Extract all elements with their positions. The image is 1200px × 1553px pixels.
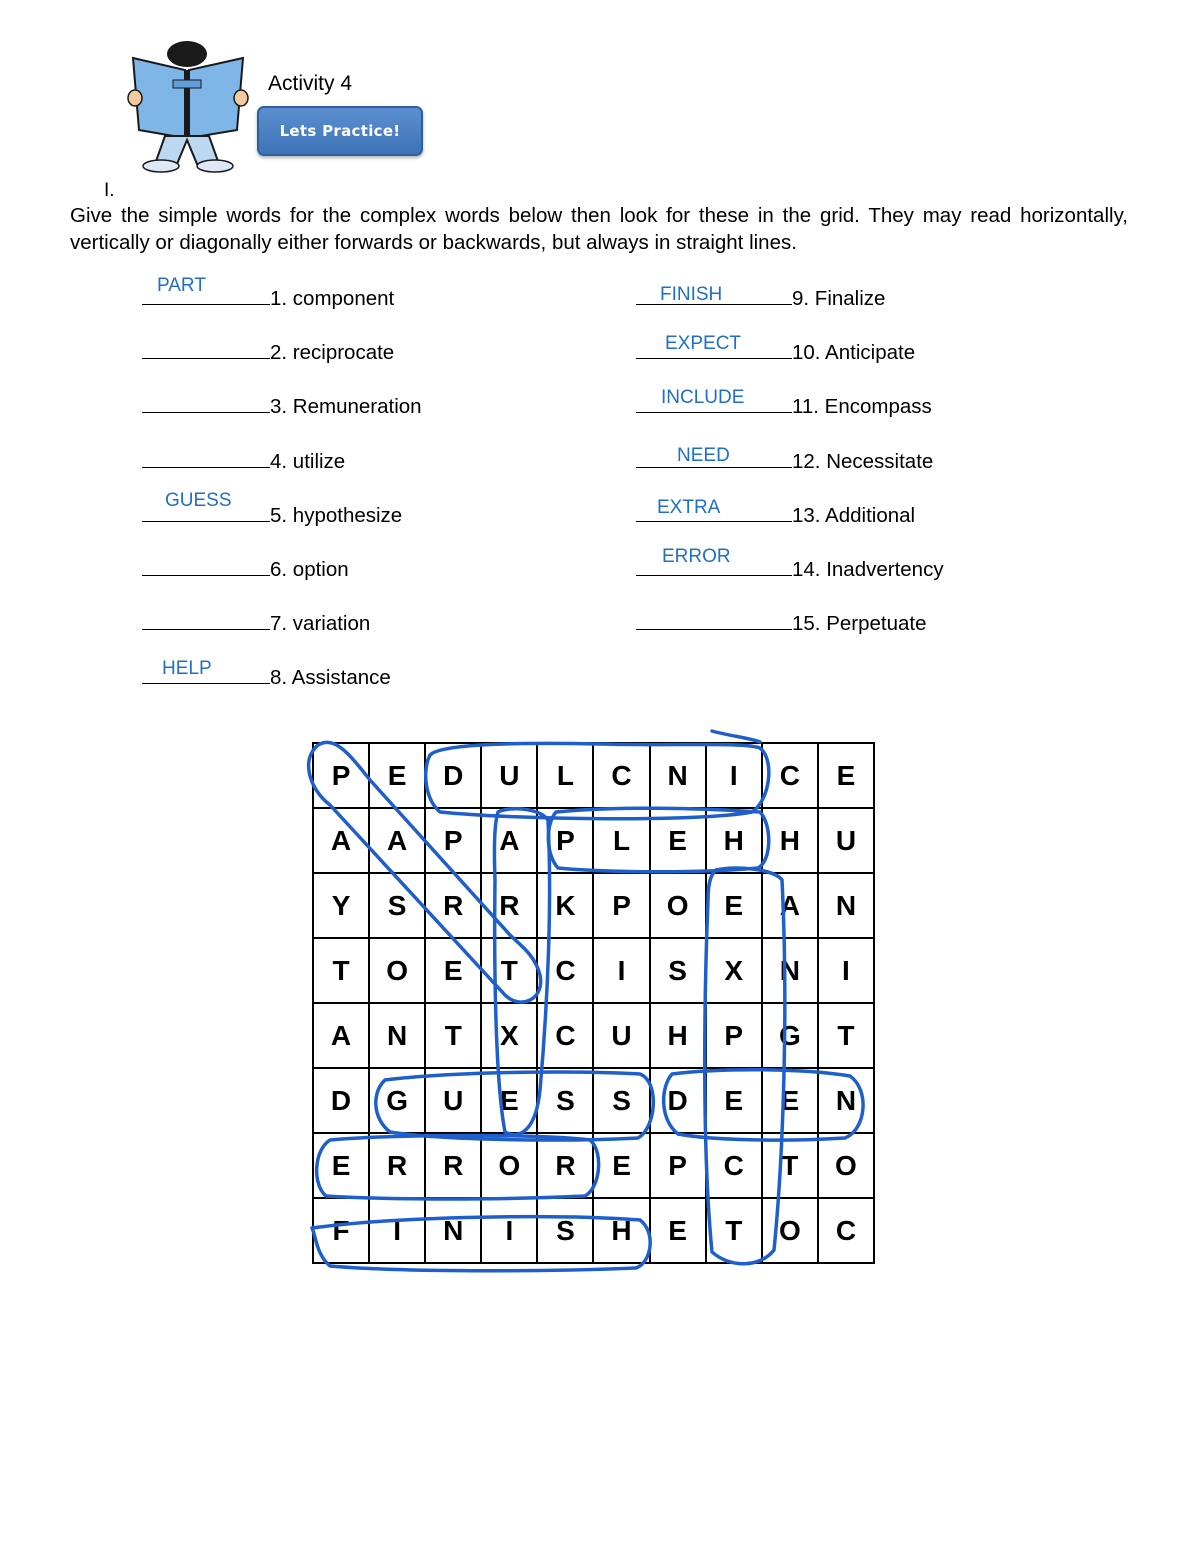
answer-blank[interactable] [142, 392, 270, 413]
grid-cell[interactable]: S [370, 874, 426, 939]
grid-cell[interactable]: U [482, 744, 538, 809]
answer-blank[interactable] [636, 609, 792, 630]
grid-cell[interactable]: R [538, 1134, 594, 1199]
grid-cell[interactable]: O [651, 874, 707, 939]
item-1: 1. component [142, 284, 394, 311]
item-9: 9. Finalize [636, 284, 885, 311]
grid-cell[interactable]: T [314, 939, 370, 1004]
answer-11: INCLUDE [661, 387, 745, 408]
grid-cell[interactable]: H [707, 809, 763, 874]
grid-cell[interactable]: F [314, 1199, 370, 1264]
word-search-grid [312, 742, 875, 1264]
grid-cell[interactable]: N [651, 744, 707, 809]
grid-cell[interactable]: A [763, 874, 819, 939]
grid-cell[interactable]: N [426, 1199, 482, 1264]
grid-cell[interactable]: H [763, 809, 819, 874]
grid-cell[interactable]: I [819, 939, 875, 1004]
grid-cell[interactable]: G [763, 1004, 819, 1069]
item-14: 14. Inadvertency [636, 555, 944, 582]
answer-1: PART [157, 275, 206, 296]
grid-cell[interactable]: O [370, 939, 426, 1004]
grid-cell[interactable]: R [370, 1134, 426, 1199]
grid-cell[interactable]: S [594, 1069, 650, 1134]
grid-cell[interactable]: E [819, 744, 875, 809]
grid-cell[interactable]: D [651, 1069, 707, 1134]
grid-cell[interactable]: K [538, 874, 594, 939]
grid-cell[interactable]: N [819, 874, 875, 939]
grid-cell[interactable]: E [651, 1199, 707, 1264]
answer-8: HELP [162, 658, 212, 679]
grid-cell[interactable]: S [538, 1069, 594, 1134]
grid-cell[interactable]: O [763, 1199, 819, 1264]
grid-cell[interactable]: X [707, 939, 763, 1004]
grid-cell[interactable]: C [707, 1134, 763, 1199]
grid-cell[interactable]: H [594, 1199, 650, 1264]
instructions-paragraph: Give the simple words for the complex words below then look for these in the grid. They may read horizontally, vertically or diagonally either forwards or backwards, but always in straight lines. [70, 204, 1128, 254]
answer-blank[interactable] [142, 609, 270, 630]
grid-cell[interactable]: D [426, 744, 482, 809]
grid-cell[interactable]: L [538, 744, 594, 809]
grid-cell[interactable]: P [538, 809, 594, 874]
answer-blank[interactable] [142, 338, 270, 359]
item-10: 10. Anticipate [636, 338, 915, 365]
grid-cell[interactable]: P [594, 874, 650, 939]
grid-cell[interactable]: A [482, 809, 538, 874]
grid-cell[interactable]: A [314, 1004, 370, 1069]
item-8: 8. Assistance [142, 663, 391, 690]
answer-12: NEED [677, 445, 730, 466]
grid-cell[interactable]: S [538, 1199, 594, 1264]
answer-5: GUESS [165, 490, 232, 511]
grid-cell[interactable]: T [426, 1004, 482, 1069]
grid-cell[interactable]: C [819, 1199, 875, 1264]
grid-cell[interactable]: E [482, 1069, 538, 1134]
grid-cell[interactable]: E [370, 744, 426, 809]
grid-cell[interactable]: P [426, 809, 482, 874]
grid-cell[interactable]: T [819, 1004, 875, 1069]
grid-cell[interactable]: E [594, 1134, 650, 1199]
grid-cell[interactable]: I [370, 1199, 426, 1264]
grid-cell[interactable]: N [819, 1069, 875, 1134]
grid-cell[interactable]: R [482, 874, 538, 939]
item-11: 11. Encompass [636, 392, 932, 419]
grid-cell[interactable]: E [314, 1134, 370, 1199]
grid-cell[interactable]: X [482, 1004, 538, 1069]
grid-cell[interactable]: R [426, 874, 482, 939]
grid-cell[interactable]: N [763, 939, 819, 1004]
grid-cell[interactable]: I [482, 1199, 538, 1264]
grid-cell[interactable]: P [707, 1004, 763, 1069]
answer-13: EXTRA [657, 497, 721, 518]
answer-14: ERROR [662, 546, 731, 567]
section-number: I. [104, 180, 115, 201]
activity-title: Activity 4 [268, 72, 353, 95]
item-2: 2. reciprocate [142, 338, 394, 365]
grid-cell[interactable]: O [819, 1134, 875, 1199]
item-7: 7. variation [142, 609, 370, 636]
grid-cell[interactable]: T [763, 1134, 819, 1199]
grid-cell[interactable]: E [651, 809, 707, 874]
grid-cell[interactable]: E [763, 1069, 819, 1134]
item-3: 3. Remuneration [142, 392, 422, 419]
grid-cell[interactable]: C [594, 744, 650, 809]
ink-stroke [712, 731, 760, 742]
grid-cell[interactable]: E [707, 1069, 763, 1134]
grid-cell[interactable]: C [763, 744, 819, 809]
grid-cell[interactable]: Y [314, 874, 370, 939]
grid-cell[interactable]: U [426, 1069, 482, 1134]
grid-cell[interactable]: I [707, 744, 763, 809]
grid-cell[interactable]: T [707, 1199, 763, 1264]
item-13: 13. Additional [636, 501, 915, 528]
grid-cell[interactable]: E [426, 939, 482, 1004]
item-5: 5. hypothesize [142, 501, 402, 528]
grid-cell[interactable]: P [314, 744, 370, 809]
grid-cell[interactable]: A [314, 809, 370, 874]
grid-cell[interactable]: P [651, 1134, 707, 1199]
item-4: 4. utilize [142, 447, 345, 474]
grid-cell[interactable]: U [594, 1004, 650, 1069]
grid-cell[interactable]: D [314, 1069, 370, 1134]
grid-cell[interactable]: O [482, 1134, 538, 1199]
answer-blank[interactable] [142, 447, 270, 468]
grid-cell[interactable]: E [707, 874, 763, 939]
grid-cell[interactable]: R [426, 1134, 482, 1199]
grid-cell[interactable]: C [538, 939, 594, 1004]
item-15: 15. Perpetuate [636, 609, 927, 636]
lets-practice-badge: Lets Practice! [257, 106, 423, 156]
item-6: 6. option [142, 555, 349, 582]
grid-cell[interactable]: I [594, 939, 650, 1004]
grid-cell[interactable]: T [482, 939, 538, 1004]
grid-cell[interactable]: C [538, 1004, 594, 1069]
answer-blank[interactable] [142, 555, 270, 576]
grid-cell[interactable]: G [370, 1069, 426, 1134]
item-12: 12. Necessitate [636, 447, 933, 474]
answer-10: EXPECT [665, 333, 742, 354]
grid-cell[interactable]: A [370, 809, 426, 874]
grid-cell[interactable]: U [819, 809, 875, 874]
grid-cell[interactable]: H [651, 1004, 707, 1069]
answer-9: FINISH [660, 284, 723, 305]
grid-cell[interactable]: S [651, 939, 707, 1004]
reading-child-illustration [125, 40, 250, 175]
grid-cell[interactable]: L [594, 809, 650, 874]
grid-cell[interactable]: N [370, 1004, 426, 1069]
